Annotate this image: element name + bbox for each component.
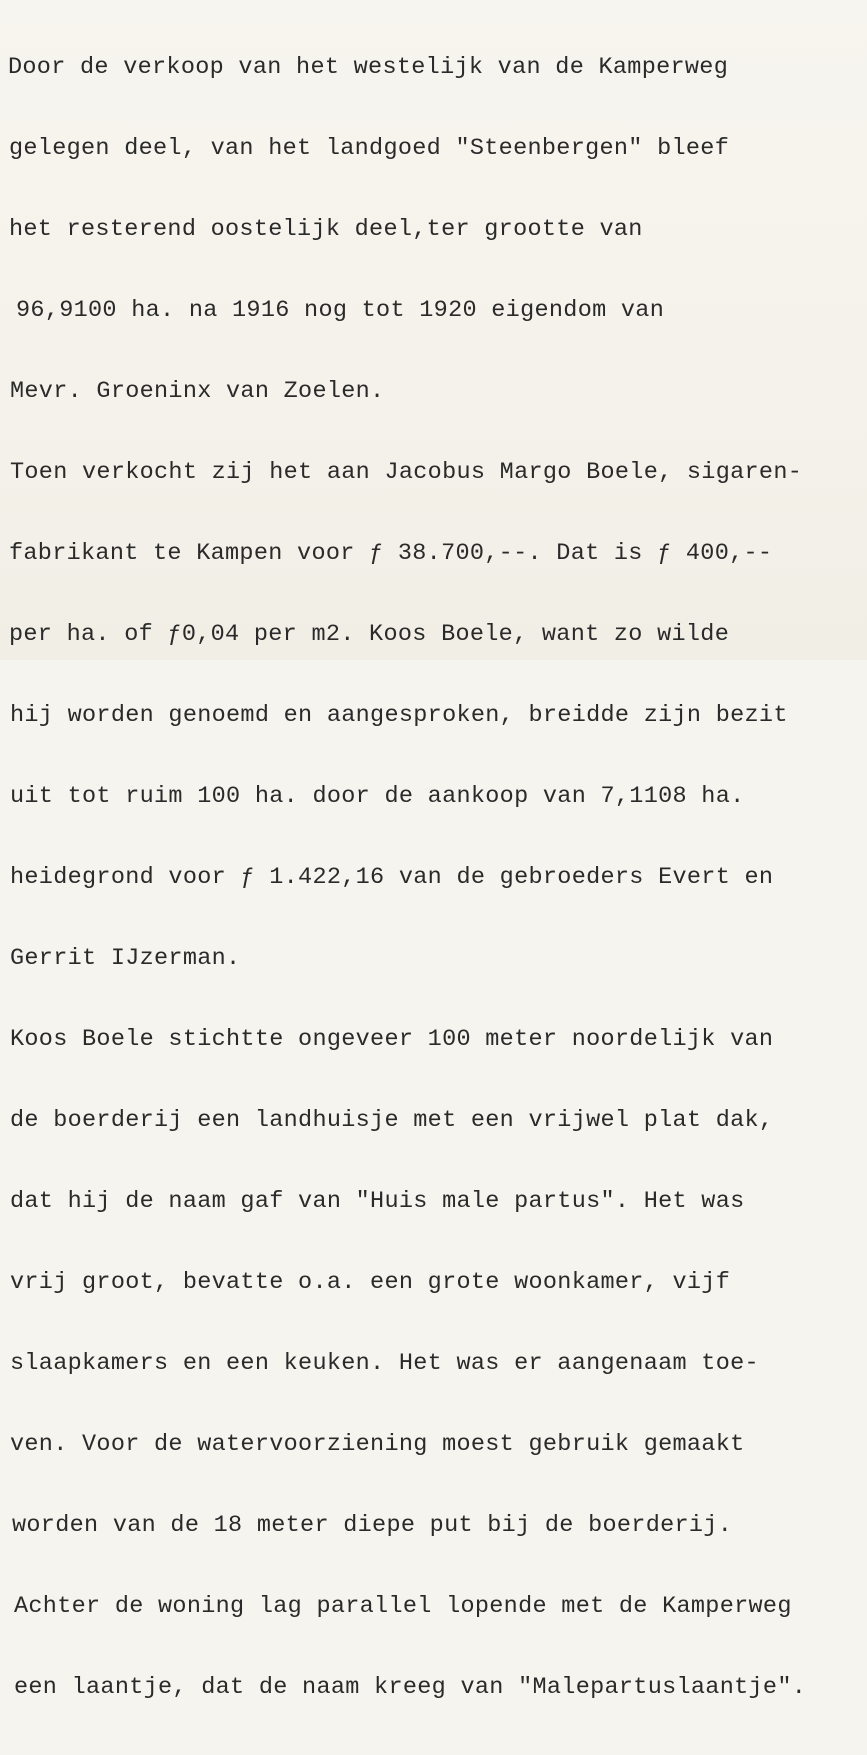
text-line: worden van de 18 meter diepe put bij de boerderij. — [12, 1512, 733, 1539]
text-line: dat hij de naam gaf van "Huis male partus". Het was — [10, 1188, 745, 1215]
text-line: het resterend oostelijk deel,ter grootte van — [9, 216, 643, 243]
text-line: gelegen deel, van het landgoed "Steenbergen" bleef — [9, 135, 730, 162]
typewritten-text — [10, 0, 865, 1755]
text-line: Door de verkoop van het westelijk van de Kamperweg — [8, 54, 729, 81]
text-line: per ha. of ƒ0,04 per m2. Koos Boele, want zo wilde — [9, 621, 730, 648]
text-line: Achter de woning lag parallel lopende met de Kamperweg — [14, 1593, 792, 1620]
text-line: Koos Boele stichtte ongeveer 100 meter noordelijk van — [10, 1026, 774, 1053]
text-line: de boerderij een landhuisje met een vrijwel plat dak, — [10, 1107, 774, 1134]
text-line: Gerrit IJzerman. — [10, 945, 241, 972]
text-line: fabrikant te Kampen voor ƒ 38.700,--. Dat is ƒ 400,-- — [9, 540, 773, 567]
text-line: slaapkamers en een keuken. Het was er aangenaam toe- — [10, 1350, 759, 1377]
text-line: een laantje, dat de naam kreeg van "Malepartuslaantje". — [14, 1674, 807, 1701]
text-line: ven. Voor de watervoorziening moest gebruik gemaakt — [10, 1431, 745, 1458]
text-line: heidegrond voor ƒ 1.422,16 van de gebroeders Evert en — [10, 864, 774, 891]
text-line: Toen verkocht zij het aan Jacobus Margo Boele, sigaren- — [10, 459, 803, 486]
text-line: vrij groot, bevatte o.a. een grote woonkamer, vijf — [10, 1269, 731, 1296]
text-line: Mevr. Groeninx van Zoelen. — [10, 378, 385, 405]
text-line: hij worden genoemd en aangesproken, breidde zijn bezit — [10, 702, 788, 729]
text-line: uit tot ruim 100 ha. door de aankoop van 7,1108 ha. — [10, 783, 745, 810]
text-line: 96,9100 ha. na 1916 nog tot 1920 eigendom van — [16, 297, 665, 324]
